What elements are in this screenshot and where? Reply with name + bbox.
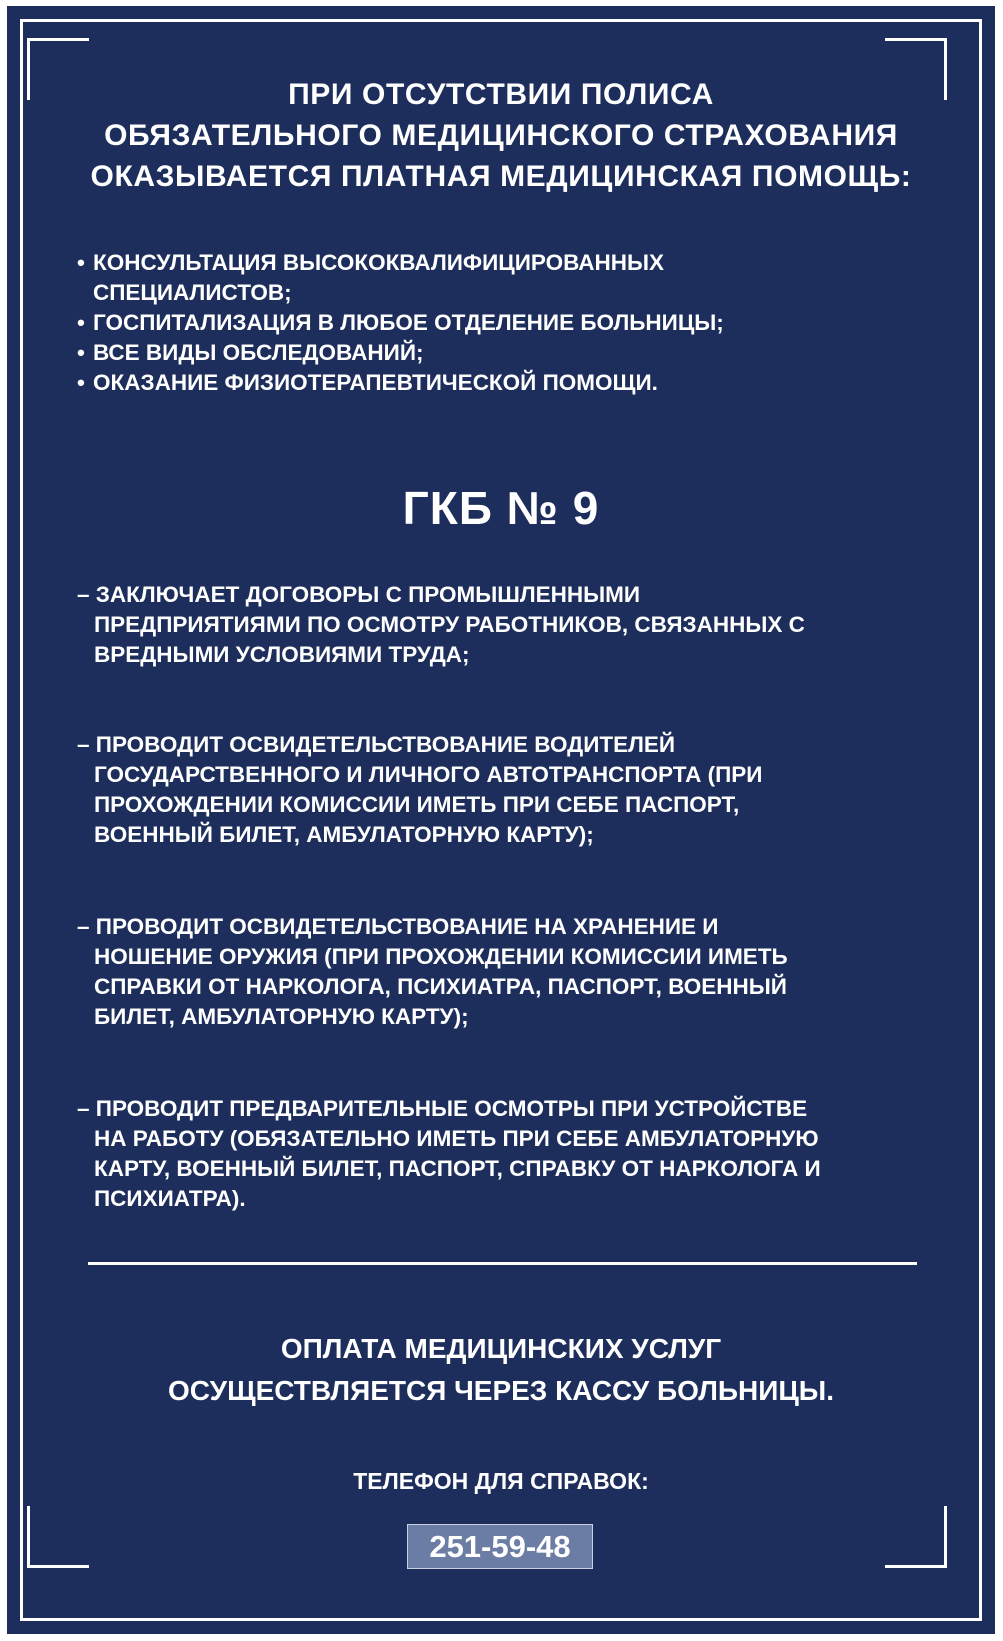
- activity-text: СПРАВКИ ОТ НАРКОЛОГА, ПСИХИАТРА, ПАСПОРТ, ВОЕННЫЙ: [94, 974, 787, 999]
- corner-bracket-bottom-left: [27, 1506, 89, 1568]
- paid-services-list: [77, 248, 724, 398]
- activity-text: ГОСУДАРСТВЕННОГО И ЛИЧНОГО АВТОТРАНСПОРТА (ПРИ: [94, 762, 763, 787]
- activity-text: ПРОВОДИТ ПРЕДВАРИТЕЛЬНЫЕ ОСМОТРЫ ПРИ УСТРОЙСТВЕ: [95, 1096, 808, 1121]
- activity-text: БИЛЕТ, АМБУЛАТОРНУЮ КАРТУ);: [94, 1004, 469, 1029]
- activity-item: [77, 730, 762, 850]
- bullet-icon: •: [77, 340, 85, 365]
- list-item: [77, 368, 724, 398]
- list-item: [77, 338, 724, 368]
- hospital-name: ГКБ № 9: [402, 482, 600, 534]
- service-text: ОКАЗАНИЕ ФИЗИОТЕРАПЕВТИЧЕСКОЙ ПОМОЩИ.: [93, 370, 658, 395]
- phone-label: ТЕЛЕФОН ДЛЯ СПРАВОК:: [353, 1468, 649, 1494]
- activity-text: ВОЕННЫЙ БИЛЕТ, АМБУЛАТОРНУЮ КАРТУ);: [94, 822, 594, 847]
- activity-text: ЗАКЛЮЧАЕТ ДОГОВОРЫ С ПРОМЫШЛЕННЫМИ: [95, 582, 641, 607]
- activity-text: КАРТУ, ВОЕННЫЙ БИЛЕТ, ПАСПОРТ, СПРАВКУ ОТ НАРКОЛОГА И: [94, 1156, 821, 1181]
- bullet-icon: •: [77, 250, 85, 275]
- dash-icon: –: [77, 1096, 90, 1121]
- service-text: ВСЕ ВИДЫ ОБСЛЕДОВАНИЙ;: [93, 340, 424, 365]
- sign-heading: [7, 74, 995, 197]
- activity-text: ПРОХОЖДЕНИИ КОМИССИИ ИМЕТЬ ПРИ СЕБЕ ПАСПОРТ,: [94, 792, 740, 817]
- corner-bracket-bottom-right: [885, 1506, 947, 1568]
- activity-text: НОШЕНИЕ ОРУЖИЯ (ПРИ ПРОХОЖДЕНИИ КОМИССИИ ИМЕТЬ: [94, 944, 788, 969]
- payment-line: ОСУЩЕСТВЛЯЕТСЯ ЧЕРЕЗ КАССУ БОЛЬНИЦЫ.: [168, 1375, 834, 1406]
- bullet-icon: •: [77, 370, 85, 395]
- payment-notice: [7, 1328, 995, 1412]
- bullet-icon: •: [77, 310, 85, 335]
- info-sign: [7, 6, 995, 1634]
- service-text-continued: СПЕЦИАЛИСТОВ;: [93, 280, 292, 305]
- activity-text: ПРОВОДИТ ОСВИДЕТЕЛЬСТВОВАНИЕ ВОДИТЕЛЕЙ: [95, 732, 676, 757]
- dash-icon: –: [77, 914, 90, 939]
- service-text: КОНСУЛЬТАЦИЯ ВЫСОКОКВАЛИФИЦИРОВАННЫХ: [93, 250, 665, 275]
- phone-number: 251-59-48: [407, 1524, 593, 1569]
- activity-item: [77, 912, 788, 1032]
- heading-line: ПРИ ОТСУТСТВИИ ПОЛИСА: [288, 78, 714, 111]
- service-text: ГОСПИТАЛИЗАЦИЯ В ЛЮБОЕ ОТДЕЛЕНИЕ БОЛЬНИЦЫ;: [93, 310, 724, 335]
- list-item: [77, 308, 724, 338]
- dash-icon: –: [77, 582, 90, 607]
- section-divider: [88, 1262, 917, 1265]
- activity-text: ПРЕДПРИЯТИЯМИ ПО ОСМОТРУ РАБОТНИКОВ, СВЯЗАННЫХ С: [94, 612, 805, 637]
- activity-item: [77, 1094, 821, 1214]
- activity-item: [77, 580, 805, 670]
- activity-text: НА РАБОТУ (ОБЯЗАТЕЛЬНО ИМЕТЬ ПРИ СЕБЕ АМБУЛАТОРНУЮ: [94, 1126, 819, 1151]
- payment-line: ОПЛАТА МЕДИЦИНСКИХ УСЛУГ: [280, 1333, 722, 1364]
- heading-line: ОБЯЗАТЕЛЬНОГО МЕДИЦИНСКОГО СТРАХОВАНИЯ: [104, 119, 898, 152]
- dash-icon: –: [77, 732, 90, 757]
- activity-text: ПСИХИАТРА).: [94, 1186, 246, 1211]
- list-item: [77, 248, 724, 308]
- activity-text: ВРЕДНЫМИ УСЛОВИЯМИ ТРУДА;: [94, 642, 470, 667]
- activity-text: ПРОВОДИТ ОСВИДЕТЕЛЬСТВОВАНИЕ НА ХРАНЕНИЕ И: [95, 914, 719, 939]
- heading-line: ОКАЗЫВАЕТСЯ ПЛАТНАЯ МЕДИЦИНСКАЯ ПОМОЩЬ:: [90, 160, 912, 193]
